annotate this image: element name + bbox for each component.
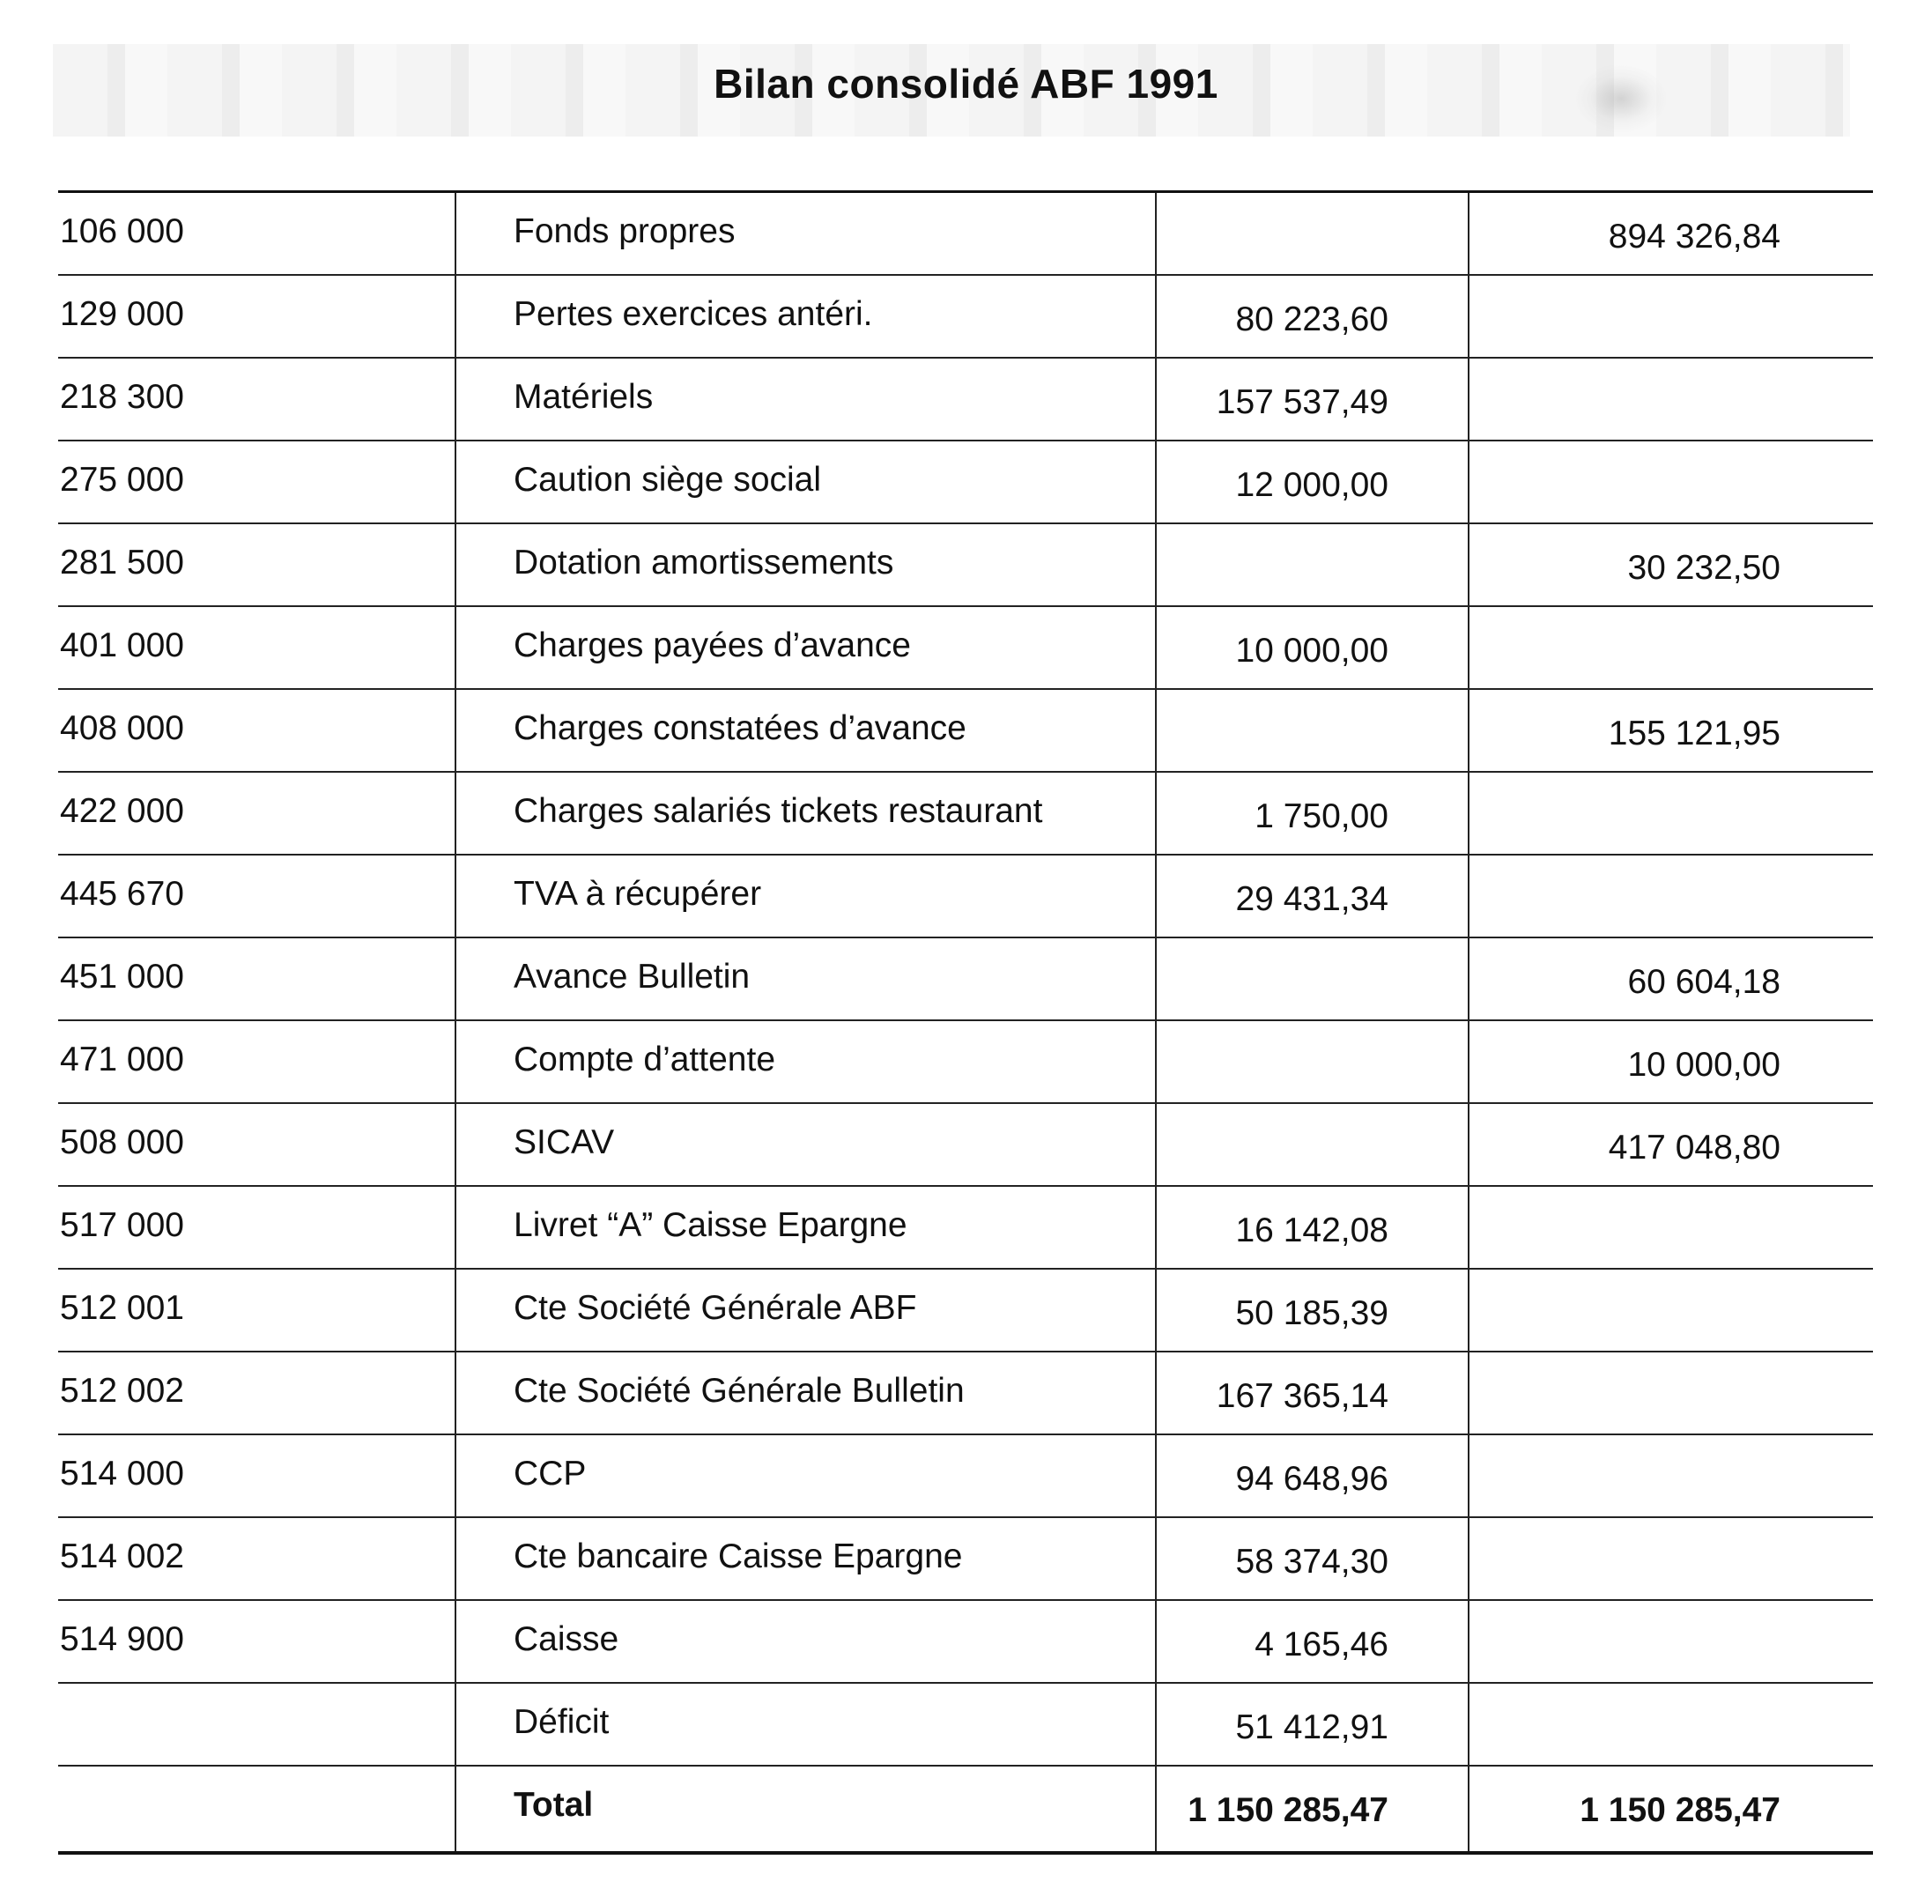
debit-cell: 94 648,96 <box>1157 1435 1469 1516</box>
debit-cell <box>1157 690 1469 771</box>
debit-cell <box>1157 193 1469 274</box>
table-row <box>58 1601 1873 1684</box>
account-label-cell: Déficit <box>456 1684 1157 1765</box>
debit-cell: 4 165,46 <box>1157 1601 1469 1682</box>
account-code-cell: 401 000 <box>58 607 456 688</box>
debit-cell <box>1157 1021 1469 1102</box>
account-code-cell: 281 500 <box>58 524 456 605</box>
credit-cell: 30 232,50 <box>1627 549 1780 587</box>
account-label-cell: Fonds propres <box>456 193 1157 274</box>
account-label-cell: SICAV <box>456 1104 1157 1185</box>
table-row <box>58 1684 1873 1767</box>
table-row <box>58 690 1873 773</box>
balance-sheet-table <box>58 190 1873 1855</box>
account-label-cell: Dotation amortissements <box>456 524 1157 605</box>
debit-cell: 1 750,00 <box>1157 773 1469 854</box>
credit-cell <box>1469 1352 1873 1434</box>
account-label-cell: Cte bancaire Caisse Epargne <box>456 1518 1157 1599</box>
credit-cell <box>1469 856 1873 937</box>
credit-cell: 894 326,84 <box>1608 218 1780 256</box>
debit-cell <box>1157 938 1469 1019</box>
account-code-cell: 514 000 <box>58 1435 456 1516</box>
account-code-cell: 517 000 <box>58 1187 456 1268</box>
credit-cell <box>1469 276 1873 357</box>
document-title: Bilan consolidé ABF 1991 <box>714 61 1218 107</box>
account-label-cell: Livret “A” Caisse Epargne <box>456 1187 1157 1268</box>
account-label-cell: TVA à récupérer <box>456 856 1157 937</box>
table-row <box>58 276 1873 359</box>
account-label-cell: Charges payées d’avance <box>456 607 1157 688</box>
table-row <box>58 773 1873 856</box>
debit-cell: 12 000,00 <box>1157 441 1469 522</box>
account-code-cell: 445 670 <box>58 856 456 937</box>
account-code-cell: 512 002 <box>58 1352 456 1434</box>
table-row <box>58 856 1873 938</box>
account-code-cell: 451 000 <box>58 938 456 1019</box>
table-row <box>58 193 1873 276</box>
debit-cell: 167 365,14 <box>1157 1352 1469 1434</box>
debit-cell: 1 150 285,47 <box>1157 1767 1469 1851</box>
account-code-cell: 218 300 <box>58 359 456 440</box>
account-code-cell: 422 000 <box>58 773 456 854</box>
account-code-cell <box>58 1684 456 1765</box>
table-row <box>58 1352 1873 1435</box>
credit-cell <box>1469 359 1873 440</box>
account-code-cell: 471 000 <box>58 1021 456 1102</box>
debit-cell: 58 374,30 <box>1157 1518 1469 1599</box>
credit-cell <box>1469 441 1873 522</box>
credit-cell <box>1469 1601 1873 1682</box>
table-row <box>58 938 1873 1021</box>
debit-cell: 10 000,00 <box>1157 607 1469 688</box>
credit-cell: 417 048,80 <box>1608 1129 1780 1167</box>
credit-cell <box>1469 1187 1873 1268</box>
table-row <box>58 1518 1873 1601</box>
table-row <box>58 524 1873 607</box>
table-row <box>58 1435 1873 1518</box>
total-row <box>58 1767 1873 1855</box>
debit-cell <box>1157 1104 1469 1185</box>
credit-cell: 155 121,95 <box>1608 715 1780 752</box>
account-code-cell: 514 002 <box>58 1518 456 1599</box>
table-row <box>58 607 1873 690</box>
account-label-cell: Caisse <box>456 1601 1157 1682</box>
debit-cell: 16 142,08 <box>1157 1187 1469 1268</box>
account-code-cell: 508 000 <box>58 1104 456 1185</box>
credit-cell: 1 150 285,47 <box>1580 1791 1780 1829</box>
account-code-cell <box>58 1767 456 1851</box>
table-row <box>58 1270 1873 1352</box>
credit-cell <box>1469 1270 1873 1351</box>
account-code-cell: 106 000 <box>58 193 456 274</box>
account-label-cell: Matériels <box>456 359 1157 440</box>
debit-cell: 157 537,49 <box>1157 359 1469 440</box>
debit-cell: 51 412,91 <box>1157 1684 1469 1765</box>
account-label-cell: Charges salariés tickets restaurant <box>456 773 1157 854</box>
credit-cell: 10 000,00 <box>1627 1046 1780 1084</box>
account-label-cell: CCP <box>456 1435 1157 1516</box>
account-label-cell: Total <box>456 1767 1157 1851</box>
account-code-cell: 275 000 <box>58 441 456 522</box>
account-label-cell: Pertes exercices antéri. <box>456 276 1157 357</box>
credit-cell <box>1469 1518 1873 1599</box>
account-label-cell: Avance Bulletin <box>456 938 1157 1019</box>
table-row <box>58 359 1873 441</box>
credit-cell <box>1469 1435 1873 1516</box>
table-row <box>58 441 1873 524</box>
account-label-cell: Cte Société Générale ABF <box>456 1270 1157 1351</box>
account-code-cell: 512 001 <box>58 1270 456 1351</box>
table-row <box>58 1187 1873 1270</box>
account-label-cell: Compte d’attente <box>456 1021 1157 1102</box>
debit-cell: 80 223,60 <box>1157 276 1469 357</box>
credit-cell: 60 604,18 <box>1627 963 1780 1001</box>
account-label-cell: Charges constatées d’avance <box>456 690 1157 771</box>
debit-cell: 50 185,39 <box>1157 1270 1469 1351</box>
credit-cell <box>1469 607 1873 688</box>
account-code-cell: 129 000 <box>58 276 456 357</box>
table-row <box>58 1021 1873 1104</box>
account-code-cell: 408 000 <box>58 690 456 771</box>
account-label-cell: Caution siège social <box>456 441 1157 522</box>
account-code-cell: 514 900 <box>58 1601 456 1682</box>
table-row <box>58 1104 1873 1187</box>
debit-cell: 29 431,34 <box>1157 856 1469 937</box>
credit-cell <box>1469 1684 1873 1765</box>
account-label-cell: Cte Société Générale Bulletin <box>456 1352 1157 1434</box>
credit-cell <box>1469 773 1873 854</box>
debit-cell <box>1157 524 1469 605</box>
